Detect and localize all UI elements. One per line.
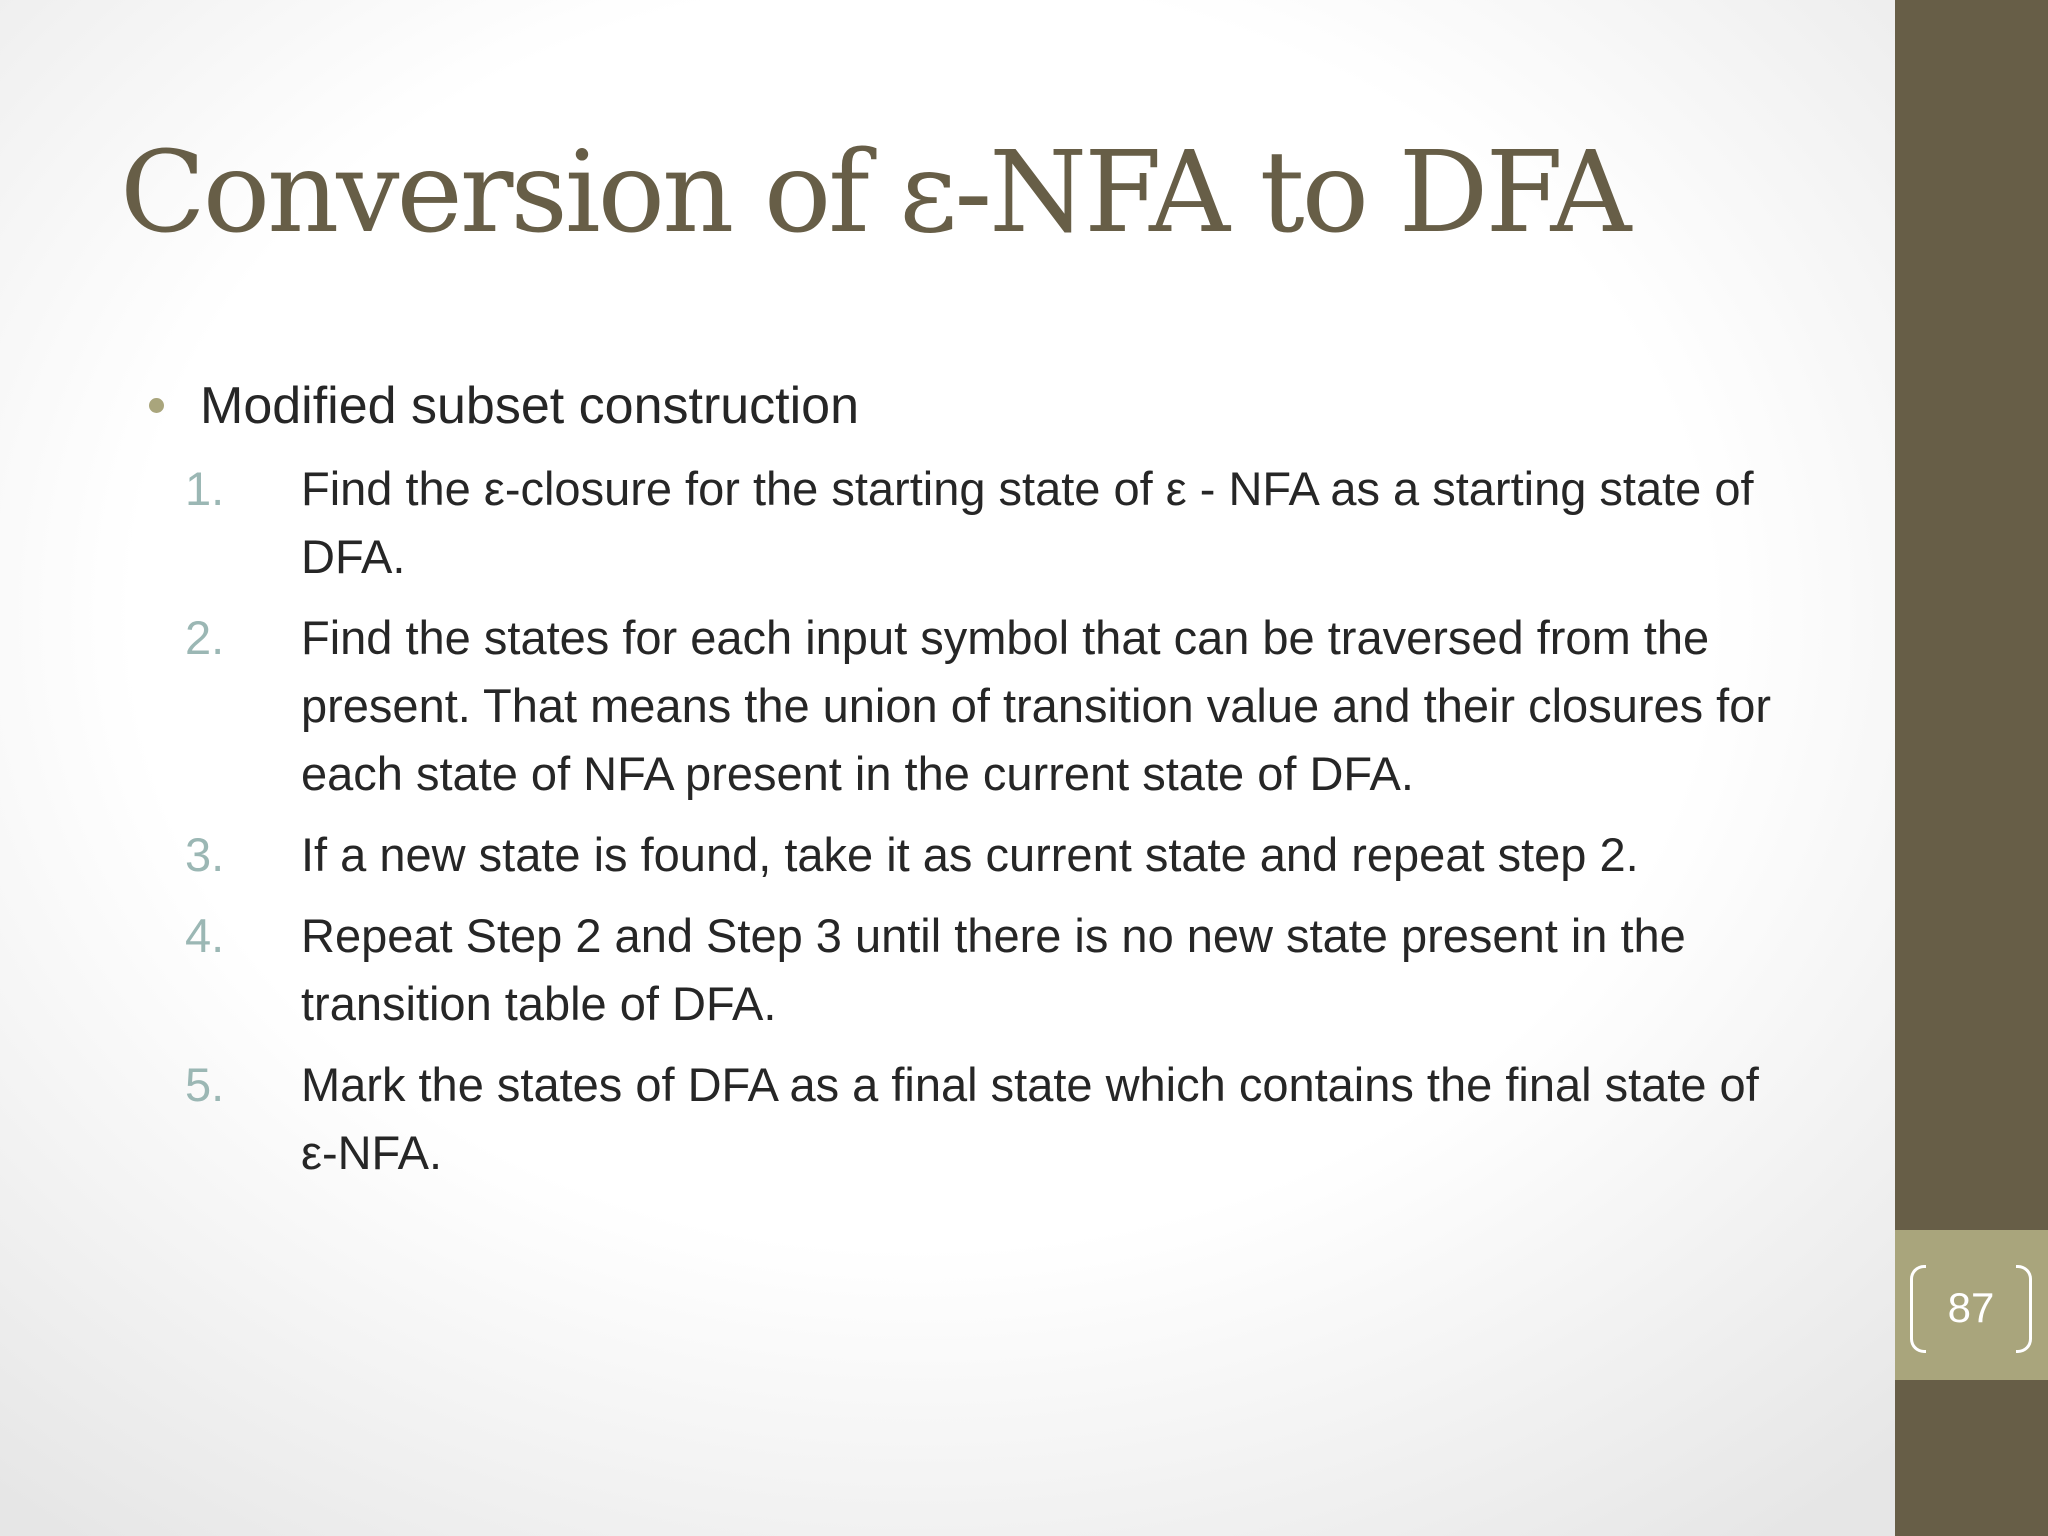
bullet-text: Modified subset construction xyxy=(200,377,860,435)
slide-title: Conversion of ε-NFA to DFA xyxy=(120,128,1629,258)
step-item xyxy=(145,455,1795,591)
step-item xyxy=(145,902,1795,1038)
right-bracket-icon xyxy=(2016,1265,2032,1353)
step-number: 3. xyxy=(185,828,225,881)
step-item xyxy=(145,821,1795,889)
left-bracket-icon xyxy=(1910,1265,1926,1353)
bullet-dot-icon xyxy=(149,398,164,413)
step-number: 2. xyxy=(185,611,225,664)
step-text: Find the ε-closure for the starting state of ε - NFA as a starting state of DFA. xyxy=(301,462,1754,583)
slide-content xyxy=(145,372,1795,1187)
step-text: Mark the states of DFA as a final state which contains the final state of ε-NFA. xyxy=(301,1058,1759,1179)
step-text: If a new state is found, take it as current state and repeat step 2. xyxy=(301,828,1639,881)
step-number: 1. xyxy=(185,462,225,515)
bullet-item xyxy=(145,372,1795,442)
step-number: 5. xyxy=(185,1058,225,1111)
step-item xyxy=(145,604,1795,808)
page-number: 87 xyxy=(1947,1284,1995,1331)
step-number: 4. xyxy=(185,909,225,962)
step-text: Repeat Step 2 and Step 3 until there is no new state present in the transition table of DFA. xyxy=(301,909,1686,1030)
step-item xyxy=(145,1051,1795,1187)
steps-list xyxy=(145,455,1795,1187)
step-text: Find the states for each input symbol that can be traversed from the present. That means the union of transition value and their closures for each state of NFA present in the current state of DFA. xyxy=(301,611,1772,800)
